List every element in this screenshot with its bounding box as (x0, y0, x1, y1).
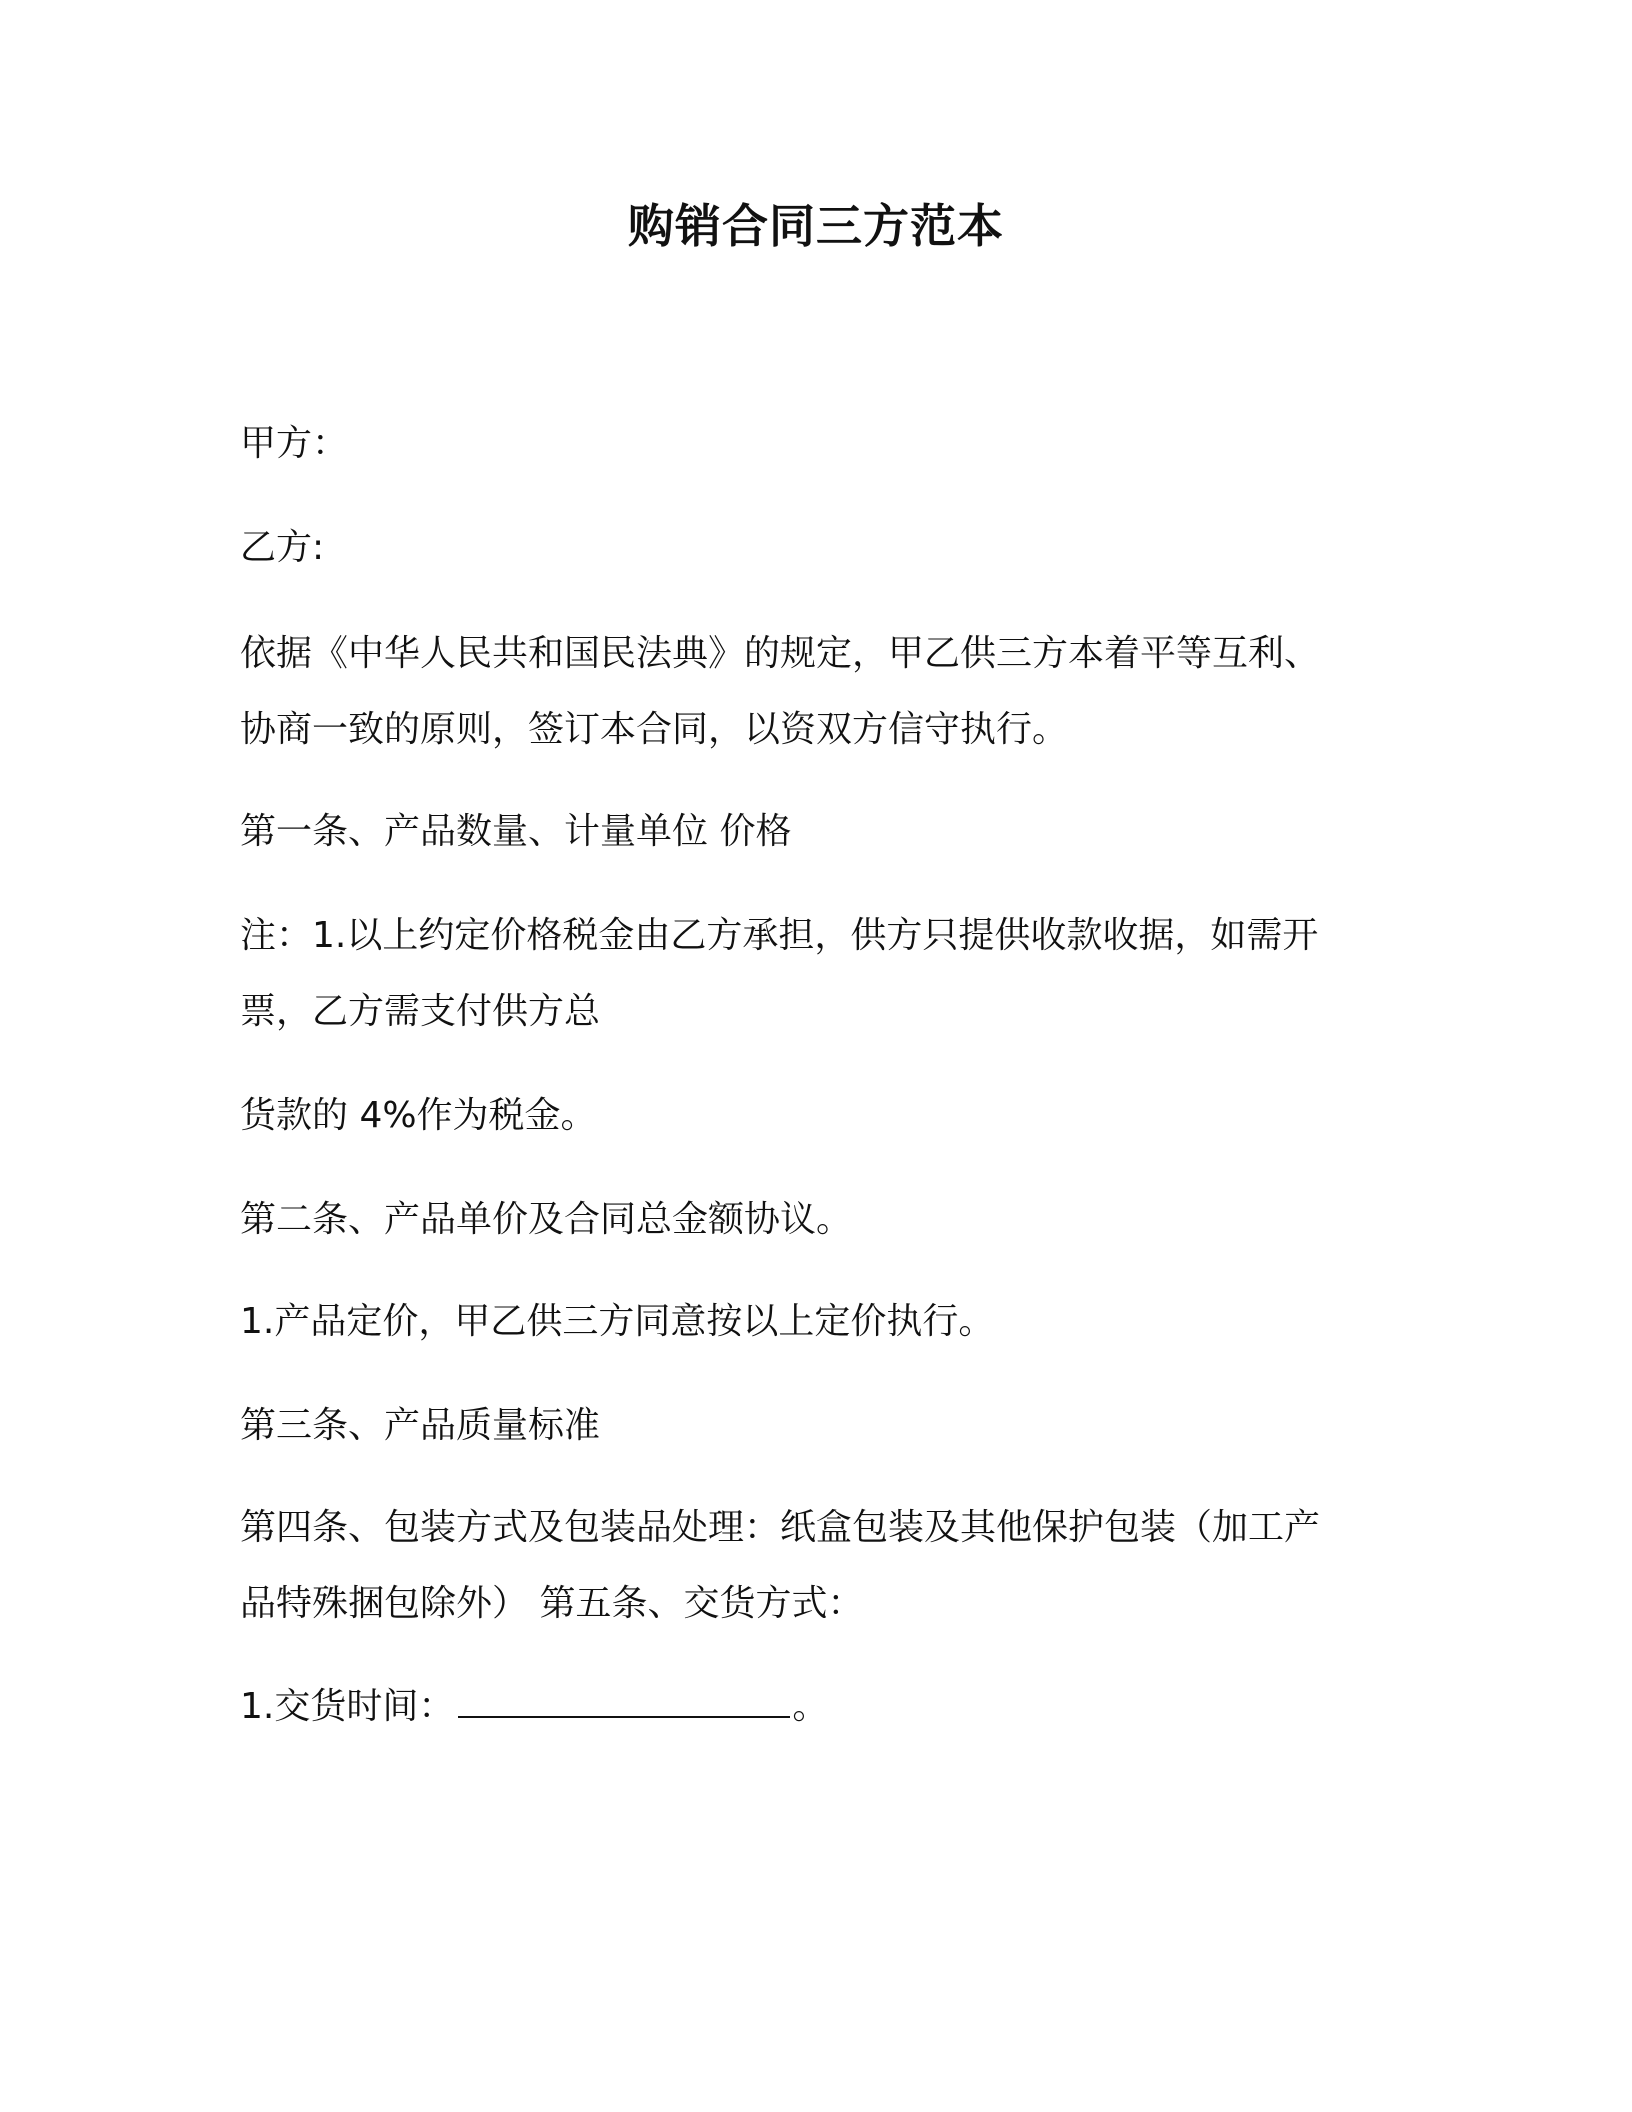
party-b-line: 乙方: (240, 527, 325, 568)
note-line-3: 货款的 4%作为税金。 (240, 1095, 597, 1136)
article-4-line-2: 品特殊捆包除外） 第五条、交货方式： (240, 1583, 864, 1624)
preamble-line-2: 协商一致的原则，签订本合同，以资双方信守执行。 (240, 709, 1069, 750)
article-2-item-1: 1.产品定价，甲乙供三方同意按以上定价执行。 (240, 1301, 995, 1342)
article-4-line-1: 第四条、包装方式及包装品处理：纸盒包装及其他保护包装（加工产 (240, 1507, 1321, 1548)
note-line-1: 注：1.以上约定价格税金由乙方承担，供方只提供收款收据，如需开 (240, 915, 1319, 956)
article-1-heading: 第一条、产品数量、计量单位 价格 (240, 811, 792, 852)
preamble-line-1: 依据《中华人民共和国民法典》的规定，甲乙供三方本着平等互利、 (240, 633, 1321, 674)
party-a-line: 甲方： (240, 423, 349, 464)
article-3-heading: 第三条、产品质量标准 (240, 1405, 601, 1446)
article-2-heading: 第二条、产品单价及合同总金额协议。 (240, 1199, 853, 1240)
delivery-time-label: 1.交货时间： (240, 1686, 455, 1727)
note-line-2: 票，乙方需支付供方总 (240, 991, 601, 1032)
delivery-time-suffix: 。 (792, 1686, 829, 1727)
document-title: 购销合同三方范本 (628, 199, 1004, 253)
delivery-time-line (240, 1682, 1400, 1731)
delivery-time-blank[interactable] (458, 1682, 790, 1718)
